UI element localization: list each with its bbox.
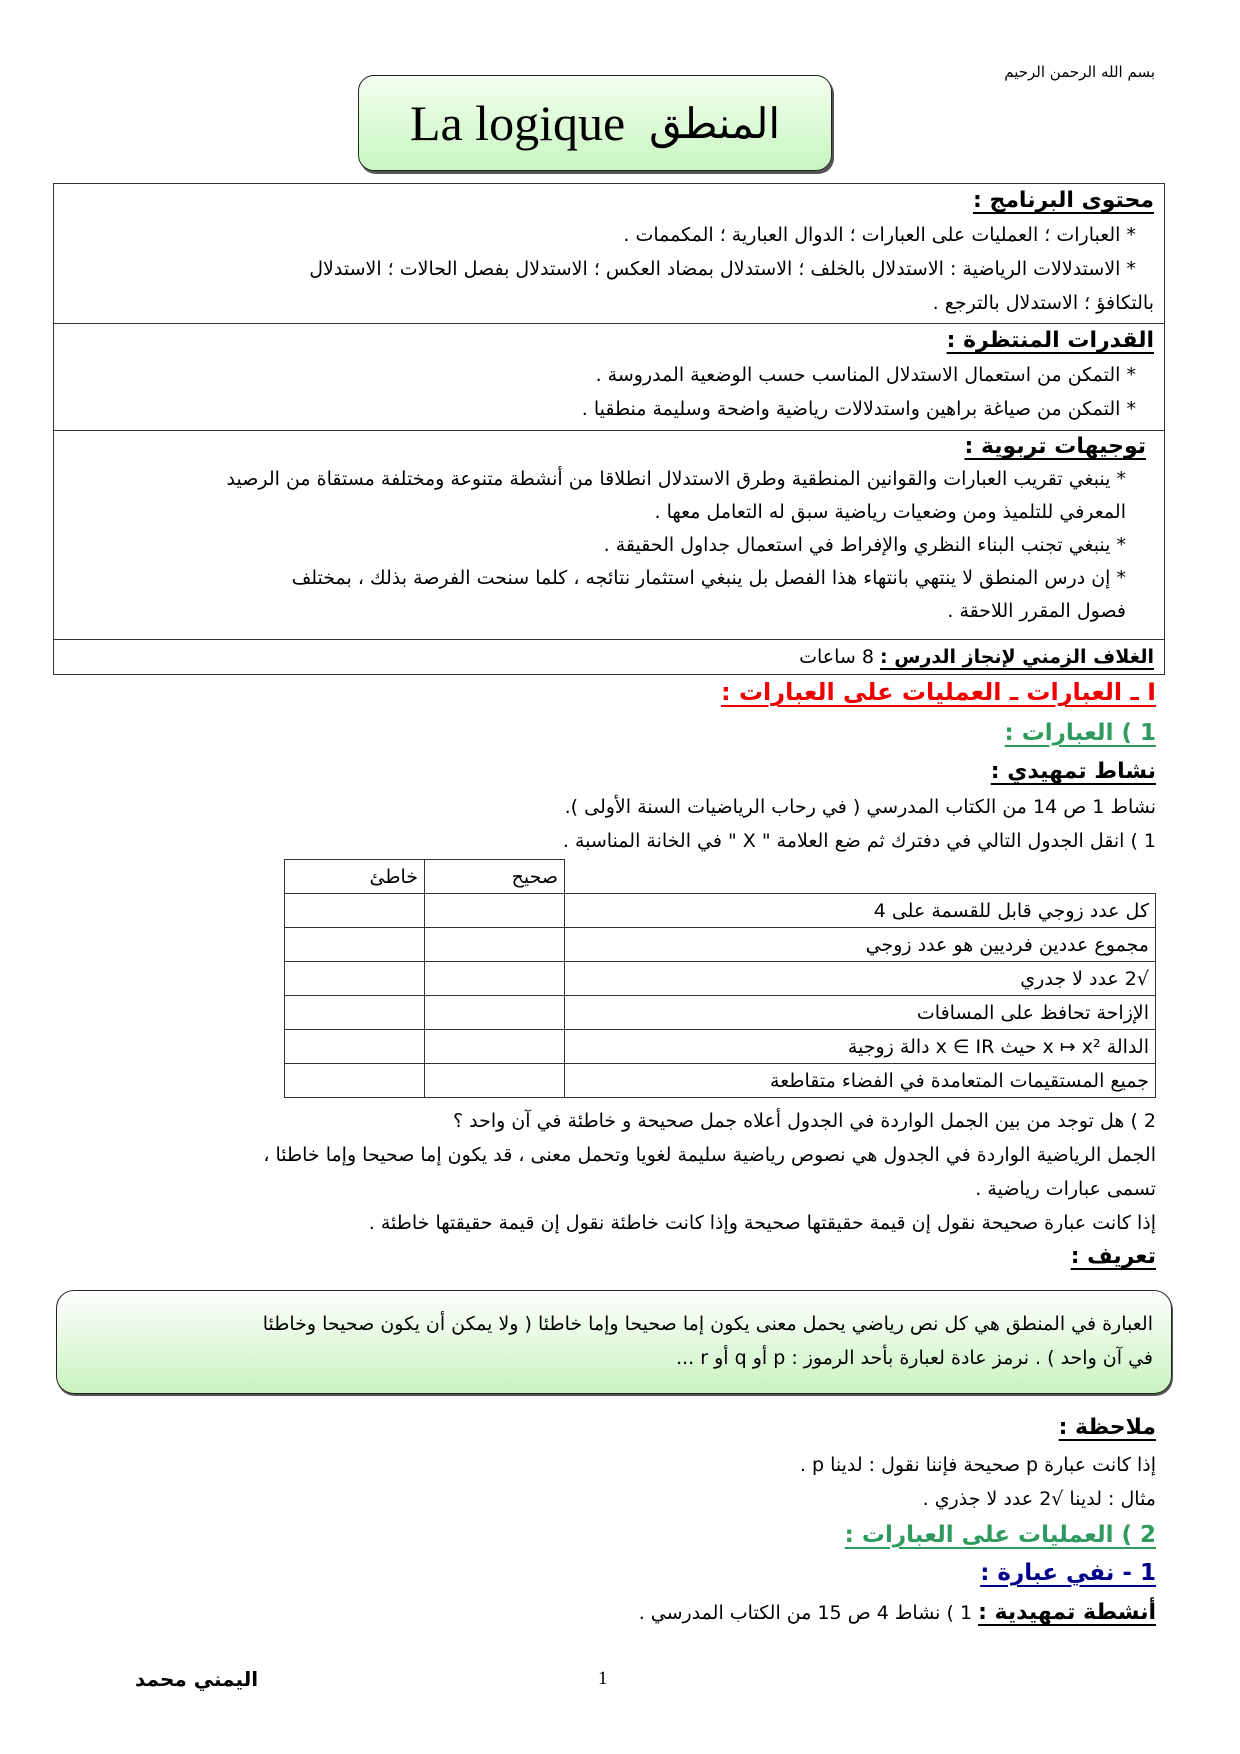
header-false: خاطئ <box>285 860 425 894</box>
true-cell[interactable] <box>425 996 565 1030</box>
table-row <box>285 1064 1156 1098</box>
true-cell[interactable] <box>425 1030 565 1064</box>
true-cell[interactable] <box>425 928 565 962</box>
program-line: * الاستدلالات الرياضية : الاستدلال بالخلف ؛ الاستدلال بمضاد العكس ؛ الاستدلال بفصل الحالات ؛ الاستدلال <box>309 258 1136 280</box>
page-number: 1 <box>598 1668 608 1689</box>
explanation-line: تسمى عبارات رياضية . <box>975 1178 1156 1200</box>
definition-line: العبارة في المنطق هي كل نص رياضي يحمل معنى يكون إما صحيحا وإما خاطئا ( ولا يمكن أن يكون صحيحا وخاطئا <box>262 1313 1153 1335</box>
activity-heading: نشاط تمهيدي : <box>990 759 1156 784</box>
statement-cell: مجموع عددين فرديين هو عدد زوجي <box>565 928 1156 962</box>
question-2: 2 ) هل توجد من بين الجمل الواردة في الجدول أعلاه جمل صحيحة و خاطئة في آن واحد ؟ <box>452 1110 1156 1132</box>
note-heading: ملاحظة : <box>1058 1415 1156 1440</box>
statement-cell: الإزاحة تحافظ على المسافات <box>565 996 1156 1030</box>
explanation-line: الجمل الرياضية الواردة في الجدول هي نصوص رياضية سليمة لغويا وتحمل معنى ، قد يكون إما صحيحا وإما خاطئا ، <box>263 1144 1156 1166</box>
guidance-line: المعرفي للتلميذ ومن وضعيات رياضية سبق له التعامل معها . <box>654 501 1126 523</box>
activities-heading: أنشطة تمهيدية : <box>978 1600 1156 1625</box>
definition-line: في آن واحد ) . نرمز عادة لعبارة بأحد الرموز : p أو q أو r ... <box>676 1347 1153 1369</box>
statement-cell: الدالة x ↦ x² حيث x ∈ IR دالة زوجية <box>565 1030 1156 1064</box>
false-cell[interactable] <box>285 928 425 962</box>
table-row <box>285 1030 1156 1064</box>
table-row <box>285 962 1156 996</box>
abilities-section <box>64 324 1154 426</box>
program-line: * العبارات ؛ العمليات على العبارات ؛ الدوال العبارية ؛ المكممات . <box>623 224 1136 246</box>
note-line: إذا كانت عبارة p صحيحة فإننا نقول : لدينا p . <box>799 1454 1156 1476</box>
false-cell[interactable] <box>285 1064 425 1098</box>
author-name: اليمني محمد <box>135 1667 259 1691</box>
header-true: صحيح <box>425 860 565 894</box>
table-row <box>285 928 1156 962</box>
false-cell[interactable] <box>285 996 425 1030</box>
activities-row <box>639 1596 1156 1630</box>
activity-line: نشاط 1 ص 14 من الكتاب المدرسي ( في رحاب الرياضيات السنة الأولى ). <box>564 796 1156 818</box>
false-cell[interactable] <box>285 962 425 996</box>
subsection-operations: 2 ) العمليات على العبارات : <box>844 1522 1156 1548</box>
true-cell[interactable] <box>425 1064 565 1098</box>
title-french: La logique <box>409 95 626 151</box>
activities-text: 1 ) نشاط 4 ص 15 من الكتاب المدرسي . <box>638 1602 973 1624</box>
statement-cell: جميع المستقيمات المتعامدة في الفضاء متقاطعة <box>565 1064 1156 1098</box>
guidance-section <box>64 430 1154 628</box>
true-cell[interactable] <box>425 962 565 996</box>
time-value: 8 ساعات <box>799 646 874 668</box>
guidance-line: * ينبغي تقريب العبارات والقوانين المنطقية وطرق الاستدلال انطلاقا من أنشطة متنوعة ومختلفة مستقاة من الرصيد <box>226 468 1126 490</box>
title-box <box>358 75 832 171</box>
explanation-line: إذا كانت عبارة صحيحة نقول إن قيمة حقيقتها صحيحة وإذا كانت خاطئة نقول إن قيمة حقيقتها خاطئة . <box>368 1212 1156 1234</box>
time-row <box>64 640 1154 674</box>
abilities-line: * التمكن من استعمال الاستدلال المناسب حسب الوضعية المدروسة . <box>595 364 1136 386</box>
guidance-line: * إن درس المنطق لا ينتهي بانتهاء هذا الفصل بل ينبغي استثمار نتائجه ، كلما سنحت الفرصة بذلك ، بمختلف <box>291 567 1126 589</box>
lesson-overview-frame <box>53 183 1165 675</box>
statement-cell: كل عدد زوجي قابل للقسمة على 4 <box>565 894 1156 928</box>
definition-heading: تعريف : <box>1070 1244 1156 1269</box>
subsection-statements: 1 ) العبارات : <box>1004 720 1156 746</box>
definition-box <box>56 1290 1172 1394</box>
true-cell[interactable] <box>425 894 565 928</box>
abilities-heading: القدرات المنتظرة : <box>946 328 1154 353</box>
table-row <box>285 996 1156 1030</box>
guidance-line: * ينبغي تجنب البناء النظري والإفراط في استعمال جداول الحقيقة . <box>603 534 1126 556</box>
program-heading: محتوى البرنامج : <box>973 188 1154 213</box>
guidance-heading: توجيهات تربوية : <box>964 434 1146 459</box>
title-arabic: المنطق <box>649 98 781 148</box>
false-cell[interactable] <box>285 894 425 928</box>
section-1-heading: I ـ العبارات ـ العمليات على العبارات : <box>720 678 1156 706</box>
program-line: بالتكافؤ ؛ الاستدلال بالترجع . <box>932 292 1154 314</box>
statement-cell: √2 عدد لا جدري <box>565 962 1156 996</box>
subsection-negation: 1 - نفي عبارة : <box>980 1560 1156 1586</box>
basmala: بسم الله الرحمن الرحيم <box>1004 63 1155 81</box>
false-cell[interactable] <box>285 1030 425 1064</box>
abilities-line: * التمكن من صياغة براهين واستدلالات رياضية واضحة وسليمة منطقيا . <box>581 398 1136 420</box>
program-section <box>64 184 1154 320</box>
time-label: الغلاف الزمني لإنجاز الدرس : <box>880 646 1154 668</box>
guidance-line: فصول المقرر اللاحقة . <box>947 600 1126 622</box>
note-example: مثال : لدينا √2 عدد لا جذري . <box>922 1488 1156 1510</box>
table-header-row <box>285 860 1156 894</box>
activity-line: 1 ) انقل الجدول التالي في دفترك ثم ضع العلامة " X " في الخانة المناسبة . <box>562 830 1156 852</box>
truth-table <box>284 859 1156 1098</box>
table-row <box>285 894 1156 928</box>
